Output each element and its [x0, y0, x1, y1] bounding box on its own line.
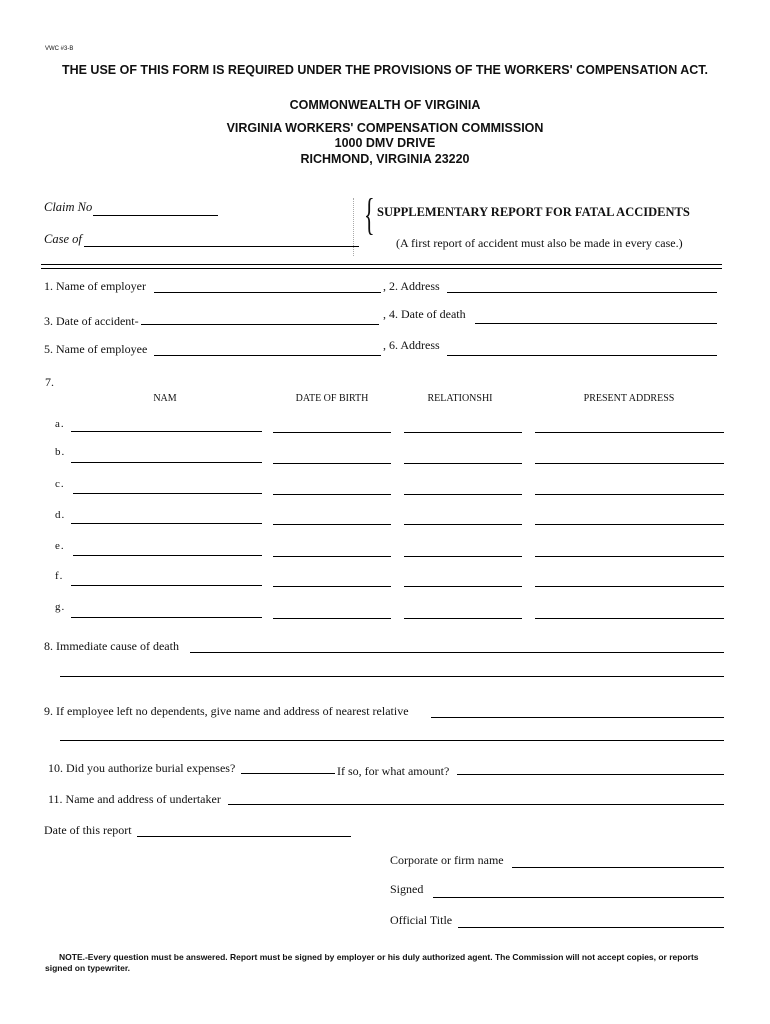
dependent-relationship-field[interactable]: [404, 463, 522, 464]
signature-field[interactable]: [433, 897, 724, 898]
dependent-row-label: a.: [55, 418, 65, 430]
cause-of-death-field[interactable]: [190, 652, 724, 653]
dependent-relationship-field[interactable]: [404, 556, 522, 557]
accident-date-field[interactable]: [141, 324, 379, 325]
dependent-relationship-field[interactable]: [404, 524, 522, 525]
employee-name-label: 5. Name of employee: [44, 342, 148, 356]
employee-name-field[interactable]: [154, 355, 381, 356]
dependent-dob-field[interactable]: [273, 494, 391, 495]
street-address: 1000 DMV DRIVE: [334, 136, 436, 150]
employer-name-field[interactable]: [154, 292, 381, 293]
report-subtitle: (A first report of accident must also be made in every case.): [396, 236, 683, 250]
official-title-field[interactable]: [458, 927, 724, 928]
divider-rule-top: [41, 264, 722, 265]
corporate-name-label: Corporate or firm name: [390, 853, 504, 867]
dependent-name-field[interactable]: [71, 523, 262, 524]
column-dob-header: DATE OF BIRTH: [295, 393, 369, 404]
dependent-address-field[interactable]: [535, 432, 724, 433]
dependent-name-field[interactable]: [71, 617, 262, 618]
employer-address-field[interactable]: [447, 292, 717, 293]
employer-name-label: 1. Name of employer: [44, 279, 146, 293]
dependents-section-label: 7.: [45, 375, 54, 389]
commission-heading: VIRGINIA WORKERS' COMPENSATION COMMISSION: [226, 121, 544, 135]
report-date-label: Date of this report: [44, 823, 132, 837]
dependent-row-label: c.: [55, 478, 65, 490]
column-address-header: PRESENT ADDRESS: [583, 393, 675, 404]
claim-no-label: Claim No: [44, 200, 93, 214]
case-of-label: Case of: [44, 232, 82, 246]
dependent-relationship-field[interactable]: [404, 586, 522, 587]
report-title: SUPPLEMENTARY REPORT FOR FATAL ACCIDENTS: [377, 205, 690, 219]
dependent-name-field[interactable]: [71, 462, 262, 463]
cause-of-death-field-2[interactable]: [60, 676, 724, 677]
required-notice: THE USE OF THIS FORM IS REQUIRED UNDER THE PROVISIONS OF THE WORKERS' COMPENSATION ACT.: [61, 63, 709, 77]
dependent-row-label: g.: [55, 601, 66, 613]
burial-expenses-label: 10. Did you authorize burial expenses?: [48, 761, 236, 775]
nearest-relative-field-2[interactable]: [60, 740, 724, 741]
case-of-field[interactable]: [84, 246, 359, 247]
address-6-label: , 6. Address: [383, 338, 440, 352]
dependent-dob-field[interactable]: [273, 618, 391, 619]
dependent-relationship-field[interactable]: [404, 618, 522, 619]
dependent-relationship-field[interactable]: [404, 432, 522, 433]
brace-glyph: {: [364, 190, 375, 239]
dependent-dob-field[interactable]: [273, 556, 391, 557]
dependent-name-field[interactable]: [73, 493, 262, 494]
dependent-dob-field[interactable]: [273, 432, 391, 433]
dependent-address-field[interactable]: [535, 618, 724, 619]
official-title-label: Official Title: [390, 913, 453, 927]
dependent-address-field[interactable]: [535, 586, 724, 587]
column-relationship-header: RELATIONSHI: [427, 393, 493, 404]
dependent-row-label: b.: [55, 446, 66, 458]
dependent-name-field[interactable]: [71, 431, 262, 432]
dependent-address-field[interactable]: [535, 494, 724, 495]
employee-address-field[interactable]: [447, 355, 717, 356]
column-name-header: NAM: [153, 393, 177, 404]
divider-rule-bottom: [41, 268, 722, 269]
dependent-address-field[interactable]: [535, 524, 724, 525]
cause-of-death-label: 8. Immediate cause of death: [44, 639, 179, 653]
death-date-label: , 4. Date of death: [383, 307, 466, 321]
form-code: VWC #3-B: [45, 46, 74, 52]
death-date-field[interactable]: [475, 323, 717, 324]
dependent-name-field[interactable]: [73, 555, 262, 556]
commonwealth-heading: COMMONWEALTH OF VIRGINIA: [289, 98, 481, 112]
dependent-address-field[interactable]: [535, 556, 724, 557]
address-2-label: , 2. Address: [383, 279, 440, 293]
dependent-row-label: d.: [55, 509, 66, 521]
accident-date-label: 3. Date of accident-: [44, 314, 139, 328]
no-dependents-label: 9. If employee left no dependents, give name and address of nearest relative: [44, 704, 409, 718]
undertaker-label: 11. Name and address of undertaker: [48, 792, 221, 806]
city-address: RICHMOND, VIRGINIA 23220: [300, 152, 470, 166]
report-date-field[interactable]: [137, 836, 351, 837]
claim-no-field[interactable]: [93, 215, 218, 216]
burial-amount-field[interactable]: [457, 774, 724, 775]
dependent-row-label: f.: [55, 570, 64, 582]
dependent-address-field[interactable]: [535, 463, 724, 464]
dependent-dob-field[interactable]: [273, 524, 391, 525]
nearest-relative-field[interactable]: [431, 717, 724, 718]
dependent-name-field[interactable]: [71, 585, 262, 586]
dependent-dob-field[interactable]: [273, 463, 391, 464]
burial-expenses-field[interactable]: [241, 773, 335, 774]
dependent-dob-field[interactable]: [273, 586, 391, 587]
corporate-name-field[interactable]: [512, 867, 724, 868]
burial-amount-label: If so, for what amount?: [337, 764, 450, 778]
undertaker-field[interactable]: [228, 804, 724, 805]
footer-note: NOTE.-Every question must be answered. Report must be signed by employer or his duly authorized agent. The Commission will not accept copies, or reports signed on typewriter.: [45, 952, 699, 973]
dependent-row-label: e.: [55, 540, 65, 552]
signed-label: Signed: [390, 882, 424, 896]
column-divider: [353, 198, 354, 256]
dependent-relationship-field[interactable]: [404, 494, 522, 495]
